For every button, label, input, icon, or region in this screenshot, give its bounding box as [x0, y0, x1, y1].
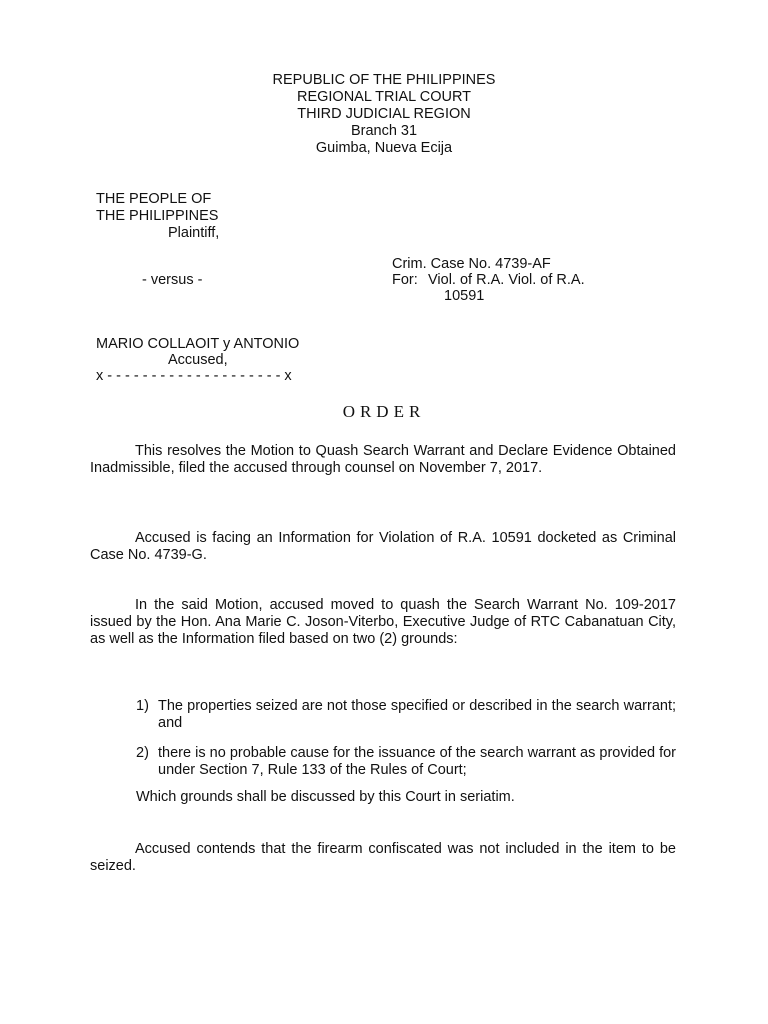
court-header-branch: Branch 31 — [350, 123, 418, 139]
caption-divider: x - - - - - - - - - - - - - - - - - - - - x — [96, 368, 292, 384]
court-header-region: THIRD JUDICIAL REGION — [297, 106, 471, 122]
document-title: ORDER — [342, 402, 426, 421]
paragraph-4: Which grounds shall be discussed by this Court in seriatim. — [136, 789, 515, 805]
ground-item-1-text: The properties seized are not those specified or described in the search warrant; and — [158, 698, 676, 731]
ground-item-2-text: there is no probable cause for the issuance of the search warrant as provided for under Section 7, Rule 133 of the Rules of Court; — [158, 745, 676, 778]
court-header-republic: REPUBLIC OF THE PHILIPPINES — [272, 72, 496, 88]
versus-label: - versus - — [142, 272, 203, 288]
ground-item-1 — [136, 698, 676, 732]
accused-name: MARIO COLLAOIT y ANTONIO — [96, 336, 300, 352]
accused-role: Accused, — [168, 352, 228, 368]
court-header-rtc: REGIONAL TRIAL COURT — [296, 89, 472, 105]
ground-item-2 — [136, 745, 676, 779]
paragraph-1-text: This resolves the Motion to Quash Search Warrant and Declare Evidence Obtained Inadmissible, filed the accused through counsel on November 7, 2017. — [90, 443, 676, 476]
ground-item-1-number: 1) — [136, 698, 149, 714]
paragraph-3 — [90, 597, 676, 648]
case-number: Crim. Case No. 4739-AF — [392, 256, 551, 272]
plaintiff-name-line1: THE PEOPLE OF — [96, 191, 212, 207]
paragraph-2-text: Accused is facing an Information for Violation of R.A. 10591 docketed as Criminal Case No. 4739-G. — [90, 530, 676, 563]
paragraph-5 — [90, 841, 676, 875]
paragraph-3-text: In the said Motion, accused moved to quash the Search Warrant No. 109-2017 issued by the Hon. Ana Marie C. Joson-Viterbo, Executive Judge of RTC Cabanatuan City, as well as the Information filed based on two (2) grounds: — [90, 597, 676, 647]
case-for-text-cont: 10591 — [444, 288, 485, 304]
case-for-label: For: — [392, 272, 418, 288]
case-for-text: Viol. of R.A. Viol. of R.A. — [428, 272, 585, 288]
ground-item-2-number: 2) — [136, 745, 149, 761]
plaintiff-name-line2: THE PHILIPPINES — [96, 208, 219, 224]
paragraph-5-text: Accused contends that the firearm confiscated was not included in the item to be seized. — [90, 841, 676, 874]
plaintiff-role: Plaintiff, — [168, 225, 220, 241]
paragraph-2 — [90, 530, 676, 564]
paragraph-1 — [90, 443, 676, 477]
court-header-location: Guimba, Nueva Ecija — [315, 140, 453, 156]
